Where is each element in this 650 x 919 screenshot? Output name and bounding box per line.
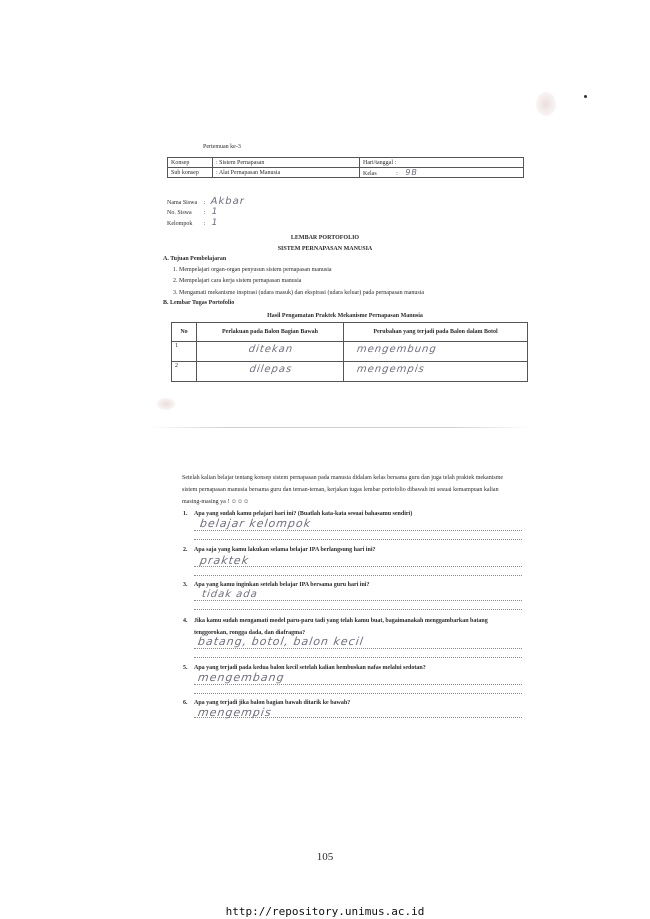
- class-handwritten: 9B: [405, 168, 418, 177]
- intro-line: Setelah kalian belajar tentang konsep sistem pernapasan pada manusia didalam kelas bersama guru dan juga telah praktek mekanisme: [182, 475, 504, 481]
- date-colon: :: [394, 159, 397, 166]
- group-label: Kelompok: [167, 221, 193, 227]
- student-number-colon: :: [203, 210, 206, 216]
- group-value: 1: [211, 218, 219, 228]
- student-name-value: Akbar: [210, 196, 245, 207]
- question-text-continued: tenggorokan, rongga dada, dan diafragma?: [194, 630, 306, 636]
- scan-smudge: [157, 398, 175, 410]
- page-number: 105: [316, 851, 334, 863]
- question-number: 4.: [183, 618, 188, 624]
- student-number-label: No. Siswa: [167, 210, 192, 216]
- row-change: mengempis: [342, 362, 529, 382]
- observation-table-title: Hasil Pengamatan Praktek Mekanisme Pernapasan Manusia: [267, 313, 423, 319]
- section-a-heading: A. Tujuan Pembelajaran: [163, 256, 227, 262]
- answer-handwritten: belajar kelompok: [199, 517, 313, 530]
- answer-handwritten: praktek: [199, 554, 250, 567]
- col-no: No: [172, 323, 197, 342]
- row-treatment: dilepas: [195, 362, 345, 382]
- question-number: 2.: [183, 547, 188, 553]
- concept-label: Konsep: [168, 158, 213, 168]
- subconcept-label: Sub konsep: [168, 168, 213, 178]
- answer-line: [194, 693, 522, 694]
- header-row-concept: [168, 158, 524, 168]
- student-name-colon: :: [203, 200, 206, 206]
- student-name-row: [167, 198, 245, 207]
- row-no: 1: [172, 342, 197, 362]
- scan-dot: [584, 95, 587, 98]
- objective-item: 2. Mempelajari cara kerja sistem pernapasan manusia: [173, 278, 302, 284]
- subconcept-value: : Alat Pernapasan Manusia: [213, 168, 360, 178]
- concept-value: : Sistem Pernapasan: [213, 158, 360, 168]
- meeting-label: Pertemuan ke-3: [203, 144, 241, 150]
- doc-subtitle: SISTEM PERNAPASAN MANUSIA: [277, 246, 373, 252]
- header-row-subconcept: [168, 168, 524, 178]
- answer-line: [194, 717, 522, 718]
- question-text: Apa saja yang kamu lakukan selama belajar IPA berlangsung hari ini?: [194, 547, 376, 553]
- date-cell: [360, 158, 524, 168]
- question-text: Apa yang terjadi jika balon bagian bawah ditarik ke bawah?: [194, 700, 351, 706]
- student-name-label: Nama Siswa: [167, 200, 198, 206]
- answer-handwritten: mengempis: [197, 706, 273, 719]
- scan-smudge: [536, 92, 556, 116]
- row-treatment: ditekan: [195, 342, 345, 362]
- student-number-value: 1: [211, 207, 219, 217]
- answer-line: [194, 609, 522, 610]
- col-change: Perubahan yang terjadi pada Balon dalam Botol: [344, 323, 528, 342]
- answer-line: [194, 539, 522, 540]
- student-number-row: [167, 209, 218, 217]
- col-treatment: Perlakuan pada Balon Bagian Bawah: [197, 323, 344, 342]
- class-cell: [360, 168, 524, 178]
- answer-line: [194, 657, 522, 658]
- question-text: Apa yang terjadi pada kedua balon kecil setelah kalian hembuskan nafas melalui sedotan?: [194, 665, 426, 671]
- answer-handwritten: batang, botol, balon kecil: [197, 635, 365, 648]
- answer-line: [194, 648, 522, 649]
- intro-line: masing-masing ya ! ☺☺☺: [182, 499, 250, 505]
- question-number: 1.: [183, 511, 188, 517]
- section-b-heading: B. Lembar Tugas Portofolio: [163, 300, 235, 306]
- answer-line: [194, 575, 522, 576]
- question-number: 3.: [183, 582, 188, 588]
- question-number: 5.: [183, 665, 188, 671]
- objective-item: 1. Mempelajari organ-organ penyusun sistem pernapasan manusia: [173, 267, 332, 273]
- question-text: Apa yang sudah kamu pelajari hari ini? (Buatlah kata-kata sesuai bahasamu sendiri): [194, 511, 413, 517]
- answer-line: [194, 566, 522, 567]
- answer-line: [194, 530, 522, 531]
- table-row: [172, 342, 528, 362]
- repository-url: http://repository.unimus.ac.id: [225, 905, 425, 918]
- observation-header-row: [172, 323, 528, 342]
- class-label: Kelas: [363, 171, 377, 177]
- answer-line: [194, 600, 522, 601]
- row-change: mengembung: [342, 342, 529, 362]
- class-colon: :: [396, 171, 398, 177]
- intro-line: sistem pernapasan manusia bersama guru dan teman-teman, kerjakan tugas lembar portofolio dibawah ini sesuai kemampuan kalian: [182, 487, 499, 493]
- group-row: [167, 220, 218, 228]
- row-no: 2: [172, 362, 197, 382]
- fold-line: [150, 427, 530, 428]
- answer-handwritten: tidak ada: [201, 589, 259, 600]
- table-row: [172, 362, 528, 382]
- header-table: [167, 157, 524, 178]
- question-number: 6.: [183, 700, 188, 706]
- question-text: Apa yang kamu inginkan setelah belajar IPA bersama guru hari ini?: [194, 582, 370, 588]
- doc-title: LEMBAR PORTOFOLIO: [290, 235, 360, 241]
- group-colon: :: [203, 221, 206, 227]
- objective-item: 3. Mengamati mekanisme inspirasi (udara masuk) dan ekspirasi (udara keluar) pada pernapasan manusia: [173, 290, 425, 296]
- date-label: Hari/tanggal: [363, 159, 393, 166]
- question-text: Jika kamu sudah mengamati model paru-paru tadi yang telah kamu buat, bagaimanakah menggambarkan batang: [194, 618, 488, 624]
- answer-handwritten: mengembang: [197, 671, 286, 684]
- answer-line: [194, 684, 522, 685]
- observation-table: [171, 322, 528, 382]
